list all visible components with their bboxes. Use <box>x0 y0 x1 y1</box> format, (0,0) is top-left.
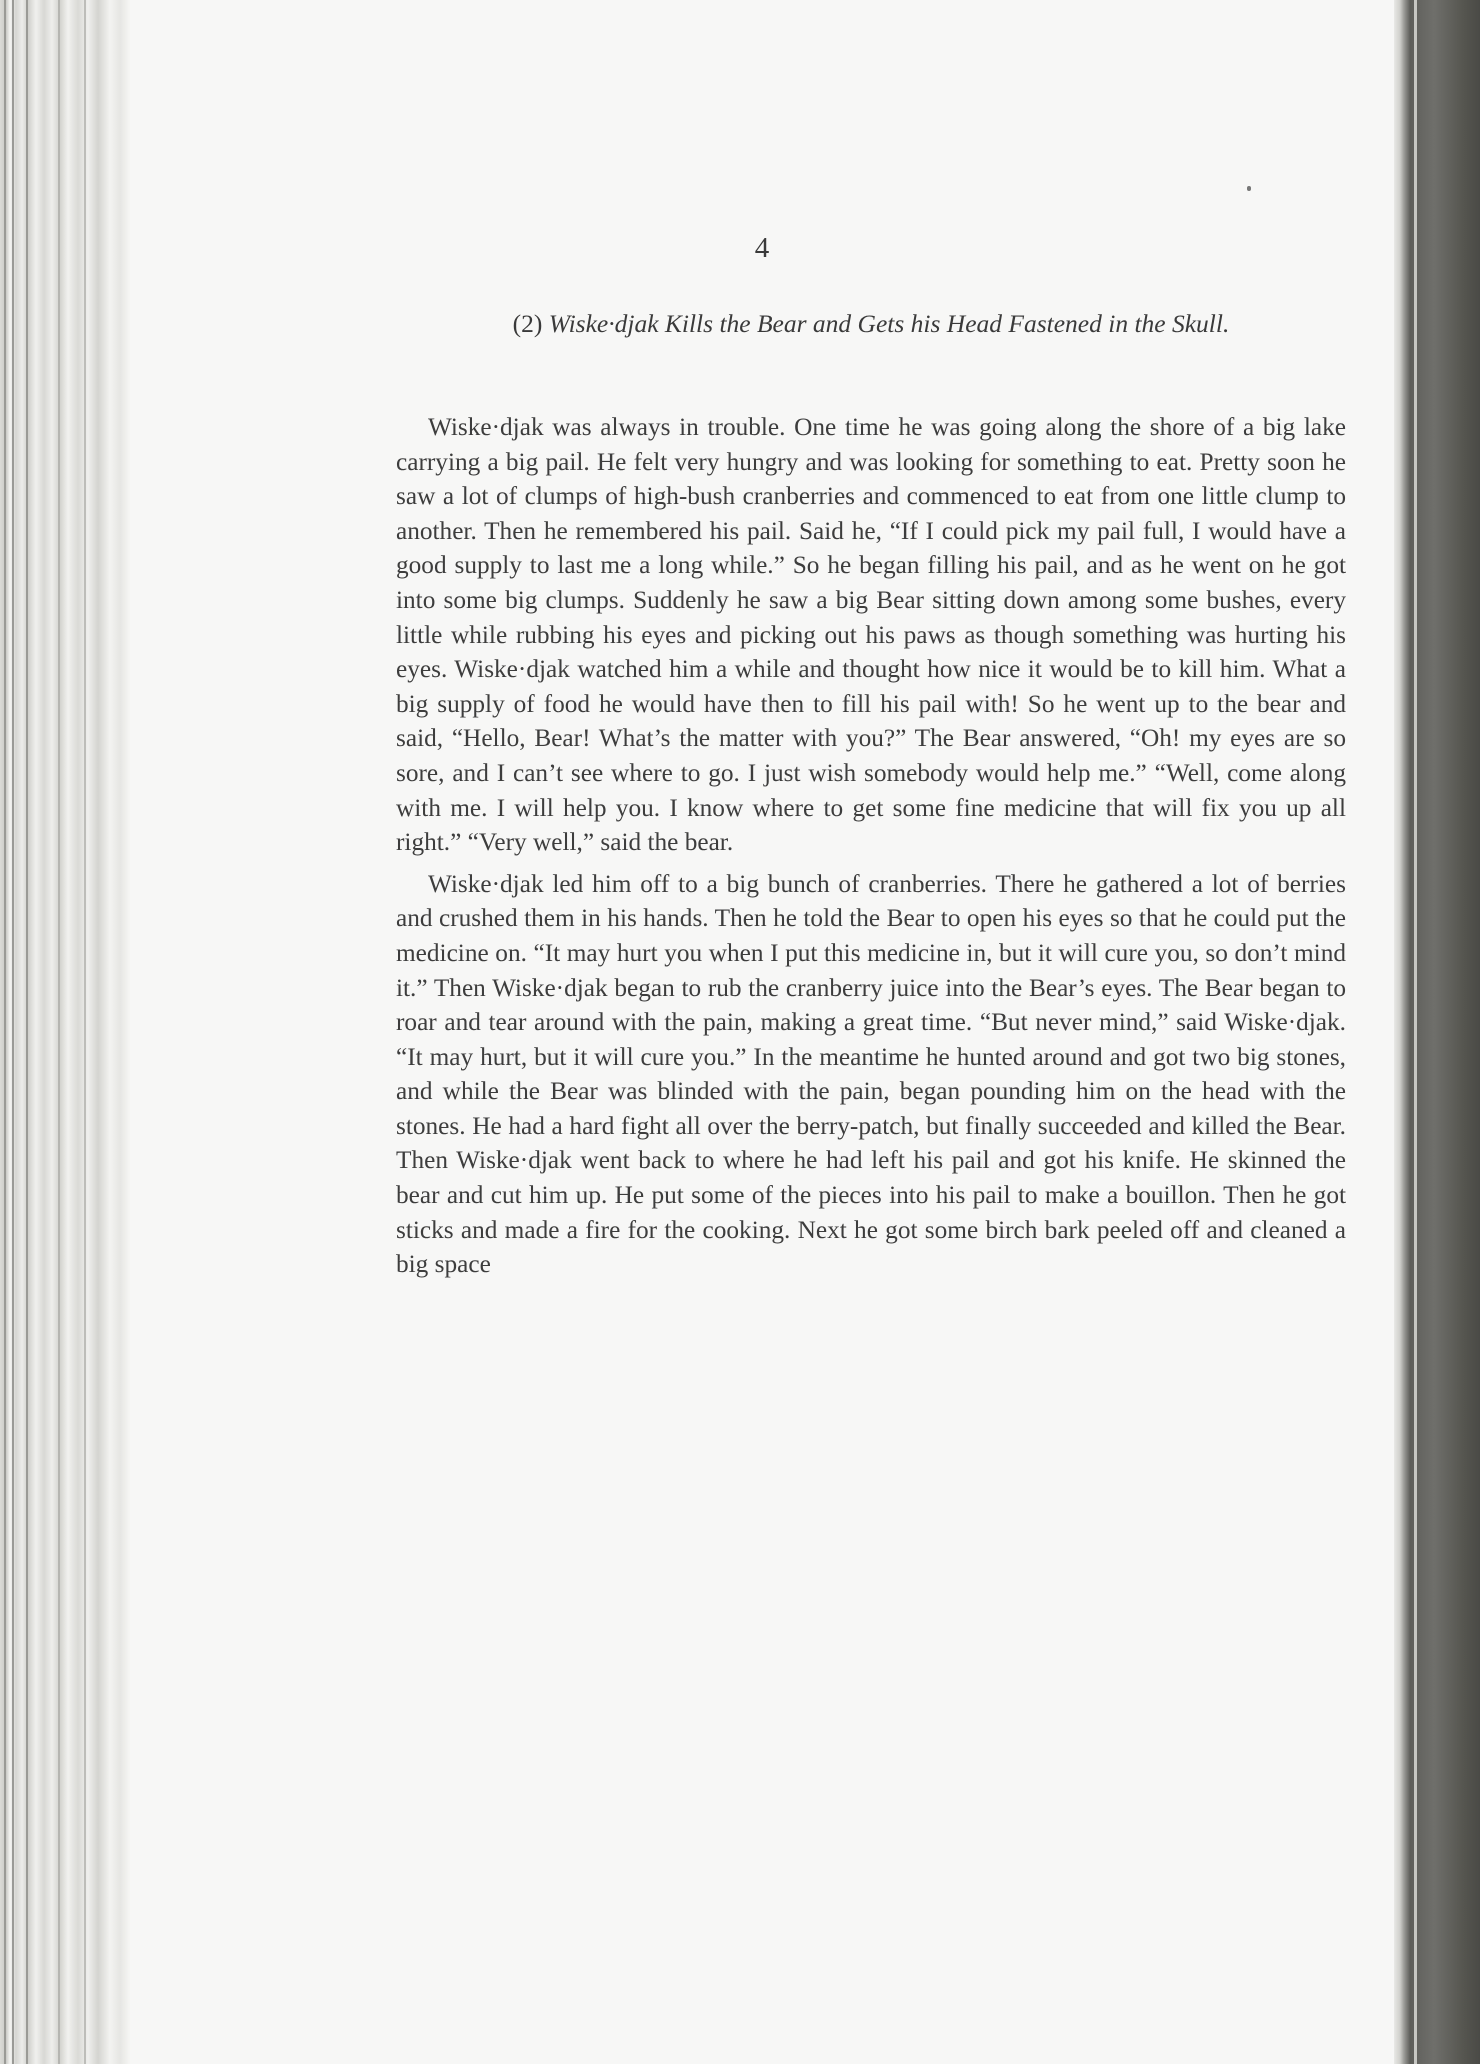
page-edge-line <box>4 0 6 2064</box>
page-edge-line <box>26 0 28 2064</box>
story-number: (2) <box>512 309 543 338</box>
book-binding-edge <box>1394 0 1480 2064</box>
paragraph: Wiske·djak was always in trouble. One time he was going along the shore of a big lake carrying a big pail. He felt very hungry and was looking for something to eat. Pretty soon he saw a lot of clumps of high-bush cranberries and commenced to eat from one little clump to another. Then he remembered his pail. Said he, “If I could pick my pail full, I would have a good supply to last me a long while.” So he began filling his pail, and as he went on he got into some big clumps. Suddenly he saw a big Bear sitting down among some bushes, every little while rubbing his eyes and picking out his paws as though something was hurting his eyes. Wiske·djak watched him a while and thought how nice it would be to kill him. What a big supply of food he would have then to fill his pail with! So he went up to the bear and said, “Hello, Bear! What’s the matter with you?” The Bear answered, “Oh! my eyes are so sore, and I can’t see where to go. I just wish somebody would help me.” “Well, come along with me. I will help you. I know where to get some fine medicine that will fix you up all right.” “Very well,” said the bear. <box>396 413 1346 857</box>
story-title <box>396 306 1346 342</box>
page-edge-line <box>84 0 86 2064</box>
paragraph: Wiske·djak led him off to a big bunch of cranberries. There he gathered a lot of berries and crushed them in his hands. Then he told the Bear to open his eyes so that he could put the medicine on. “It may hurt you when I put this medicine in, but it will cure you, so don’t mind it.” Then Wiske·djak began to rub the cranberry juice into the Bear’s eyes. The Bear began to roar and tear around with the pain, making a great time. “But never mind,” said Wiske·djak. “It may hurt, but it will cure you.” In the meantime he hunted around and got two big stones, and while the Bear was blinded with the pain, began pounding him on the head with the stones. He had a hard fight all over the berry-patch, but finally succeeded and killed the Bear. Then Wiske·djak went back to where he had left his pail and got his knife. He skinned the bear and cut him up. He put some of the pieces into his pail to make a bouillon. Then he got sticks and made a fire for the cooking. Next he got some birch bark peeled off and cleaned a big space <box>396 869 1346 1279</box>
story-title-text: Wiske·djak Kills the Bear and Gets his Head Fastened in the Skull. <box>548 309 1230 338</box>
speck <box>1247 186 1251 191</box>
book-left-page-edges <box>0 0 130 2064</box>
story-body <box>396 410 1346 1289</box>
binding-line <box>1414 0 1417 2064</box>
book-page <box>130 0 1394 2064</box>
page-edge-line <box>58 0 60 2064</box>
page-number: 4 <box>754 232 770 264</box>
page-edge-line <box>12 0 14 2064</box>
